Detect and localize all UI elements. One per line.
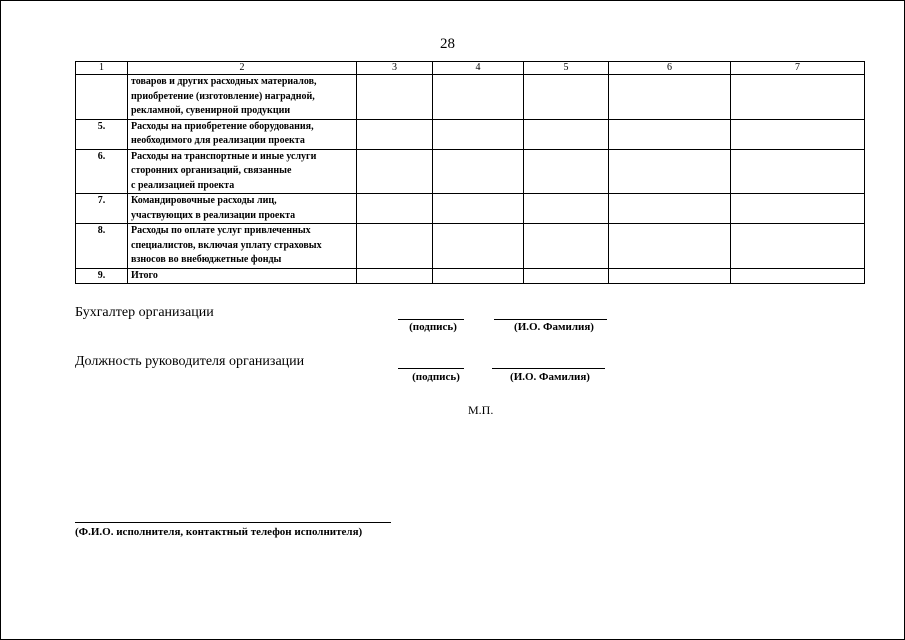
head-label: Должность руководителя организации — [75, 354, 305, 369]
table-cell — [524, 119, 609, 149]
table-cell — [524, 194, 609, 224]
table-cell — [357, 268, 433, 284]
description-line: участвующих в реализации проекта — [131, 209, 296, 221]
table-cell — [609, 119, 731, 149]
page-number: 28 — [440, 36, 455, 52]
accountant-signature-line — [398, 319, 464, 320]
description-line: взносов во внебюджетные фонды — [131, 254, 282, 265]
budget-table — [75, 61, 865, 284]
row-number: 9. — [76, 268, 128, 284]
table-cell — [731, 268, 865, 284]
table-row-total — [76, 268, 865, 284]
row-number: 6. — [76, 149, 128, 194]
accountant-name-caption: (И.О. Фамилия) — [514, 321, 594, 333]
performer-caption: (Ф.И.О. исполнителя, контактный телефон исполнителя) — [75, 526, 363, 538]
row-number — [76, 75, 128, 120]
table-cell — [357, 194, 433, 224]
table-row — [76, 75, 865, 120]
table-cell — [609, 224, 731, 269]
description-line: сторонних организаций, связанные — [131, 165, 292, 176]
accountant-label: Бухгалтер организации — [75, 305, 214, 320]
row-description — [128, 149, 357, 194]
description-line: с реализацией проекта — [131, 179, 235, 191]
table-cell — [524, 268, 609, 284]
table-cell — [433, 268, 524, 284]
description-line: Расходы по оплате услуг привлеченных — [131, 225, 311, 236]
table-cell — [609, 75, 731, 120]
row-description — [128, 119, 357, 149]
description-line: необходимого для реализации проекта — [131, 135, 305, 146]
table-cell — [609, 194, 731, 224]
description-line: специалистов, включая уплату страховых — [131, 239, 322, 251]
column-header: 4 — [433, 62, 524, 75]
row-number: 8. — [76, 224, 128, 269]
row-number: 7. — [76, 194, 128, 224]
table-cell — [433, 75, 524, 120]
table-header-row — [76, 62, 865, 75]
table-row — [76, 194, 865, 224]
table-cell — [357, 224, 433, 269]
stamp-placeholder: М.П. — [468, 403, 494, 417]
table-cell — [524, 149, 609, 194]
table-cell — [433, 194, 524, 224]
table-cell — [357, 75, 433, 120]
table-cell — [609, 149, 731, 194]
accountant-name-line — [494, 319, 607, 320]
description-line: приобретение (изготовление) наградной, — [131, 90, 315, 102]
column-header: 2 — [128, 62, 357, 75]
table-cell — [731, 194, 865, 224]
description-line: Итого — [131, 269, 158, 281]
column-header: 5 — [524, 62, 609, 75]
table-cell — [433, 224, 524, 269]
head-name-caption: (И.О. Фамилия) — [510, 371, 590, 383]
row-description — [128, 75, 357, 120]
table-row — [76, 149, 865, 194]
column-header: 6 — [609, 62, 731, 75]
head-signature-line — [398, 368, 464, 369]
table-cell — [731, 119, 865, 149]
description-line: Командировочные расходы лиц, — [131, 195, 277, 206]
description-line: рекламной, сувенирной продукции — [131, 105, 291, 116]
column-header: 1 — [76, 62, 128, 75]
row-number: 5. — [76, 119, 128, 149]
table-cell — [433, 149, 524, 194]
table-cell — [609, 268, 731, 284]
row-description — [128, 194, 357, 224]
column-header: 7 — [731, 62, 865, 75]
performer-line — [75, 522, 391, 523]
table-cell — [357, 119, 433, 149]
accountant-signature-caption: (подпись) — [409, 321, 457, 333]
description-line: товаров и других расходных материалов, — [131, 76, 317, 87]
table-cell — [524, 75, 609, 120]
table-cell — [731, 75, 865, 120]
row-description — [128, 268, 357, 284]
table-cell — [433, 119, 524, 149]
description-line: Расходы на приобретение оборудования, — [131, 120, 314, 132]
column-header: 3 — [357, 62, 433, 75]
head-signature-caption: (подпись) — [412, 371, 460, 383]
row-description — [128, 224, 357, 269]
table-row — [76, 119, 865, 149]
description-line: Расходы на транспортные и иные услуги — [131, 150, 317, 162]
table-cell — [731, 224, 865, 269]
table-cell — [357, 149, 433, 194]
table-cell — [524, 224, 609, 269]
head-name-line — [492, 368, 605, 369]
table-cell — [731, 149, 865, 194]
table-row — [76, 224, 865, 269]
